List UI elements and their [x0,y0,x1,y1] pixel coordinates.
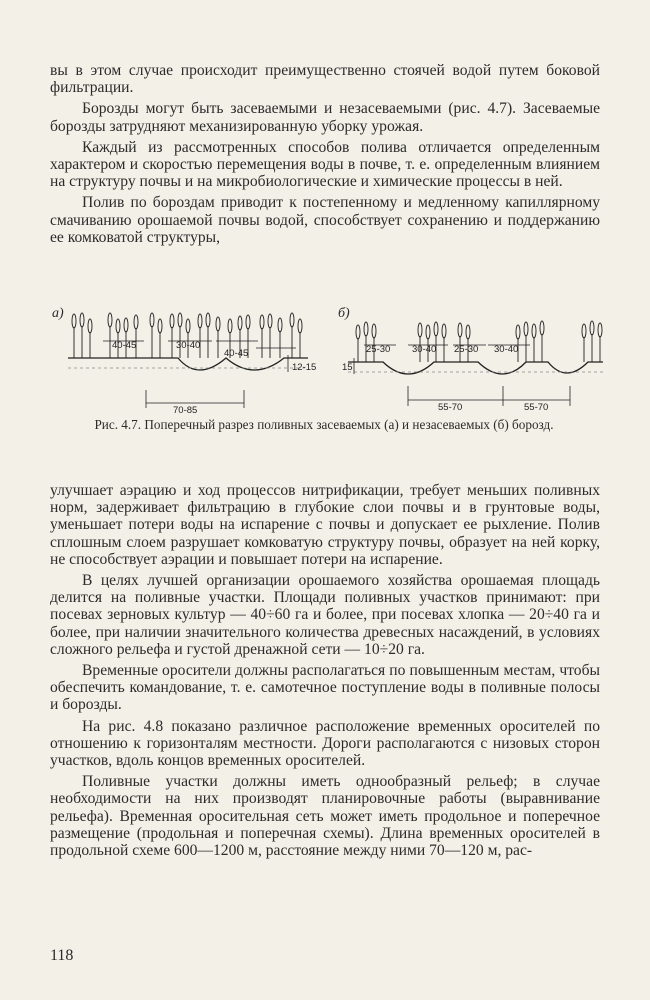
dim-label: 40-45 [112,340,137,351]
furrow-cross-section-drawing [48,300,604,415]
dim-label: 30-40 [412,344,437,355]
plant-ear [150,313,154,327]
plant-ear [582,324,586,338]
plant-ear [356,325,360,339]
plant-ear [170,314,174,328]
paragraph: Каждый из рассмотренных способов полива отличается определенным характером и скоростью перемещения воды в почве, т. е. определенным влиянием на структуру почвы и на микробиологические и химические процессы в ней. [50,138,600,191]
plant-ear [278,318,282,332]
plant-ear [598,323,602,337]
plant-ear [246,315,250,329]
figure-caption: Рис. 4.7. Поперечный разрез поливных засеваемых (а) и незасеваемых (б) борозд. [94,417,554,432]
plant-ear [590,321,594,335]
plant-ear [458,323,462,337]
dim-label: 30-40 [494,344,519,355]
plant-ear [260,315,264,329]
plant-ear [72,314,76,328]
dim-label: 55-70 [438,402,463,413]
plant-ear [88,319,92,333]
dim-label: 25-30 [454,344,479,355]
plant-ear [290,313,294,327]
paragraph: Полив по бороздам приводит к постепенному и медленному капиллярному смачиванию орошаемой почвы водой, способствует сохранению и поддержанию ее комковатой структуры, [50,194,600,246]
plant-ear [268,314,272,328]
plant-ear [426,325,430,339]
text-block-top [50,62,600,246]
plant-ear [442,324,446,338]
paragraph: Борозды могут быть засеваемыми и незасеваемыми (рис. 4.7). Засеваемые борозды затрудняют механизированную уборку урожая. [50,100,600,135]
plant-ear [298,319,302,333]
plant-ear [206,313,210,327]
plant-ear [434,322,438,336]
plant-ear [364,322,368,336]
paragraph: улучшает аэрацию и ход процессов нитрификации, требует меньших поливных норм, задерживает фильтрацию в глубокие слои почвы и в грунтовые воды, уменьшает потери воды на испарение с почвы и допускает ее рыхление. Полив сплошным слоем разрушает комковатую структуру почвы, образует на ней корку, не способствует аэрации и повышает потери на испарение. [50,482,600,568]
plant-ear [80,313,84,327]
plant-ear [108,313,112,327]
plant-ear [524,322,528,336]
plant-ear [238,316,242,330]
paragraph: Поливные участки должны иметь однообразный рельеф; в случае необходимости на них производят планировочные работы (выравнивание рельефа). Временная оросительная сеть может иметь продольное и поперечное размещение (продольная и поперечная схемы). Длина временных оросителей в продольной схеме 600—1200 м, расстояние между ними 70—120 м, рас- [50,773,600,860]
plant-ear [532,324,536,338]
plant-ear [198,314,202,328]
plant-ear [372,324,376,338]
dim-label: 15 [342,362,353,373]
page-number: 118 [50,947,74,964]
dim-label: 55-70 [524,402,549,413]
plant-ear [516,325,520,339]
plant-ear [124,318,128,332]
text-block-bottom [50,482,600,859]
plant-ear [540,321,544,335]
dim-label: 30-40 [176,340,201,351]
plant-ear [116,319,120,333]
paragraph: В целях лучшей организации орошаемого хозяйства орошаемая площадь делится на поливные участки. Площади поливных участков принимают: при посевах зерновых культур — 40÷60 га и более, при посевах хлопка — 20÷40 га и более, при наличии значительного количества древесных насаждений, в условиях сложного рельефа и густой дренажной сети — 10÷20 га. [50,572,600,658]
plant-ear [186,319,190,333]
figure-label-b: б) [338,306,350,321]
plant-ear [134,315,138,329]
plant-ear [228,319,232,333]
plant-ear [178,313,182,327]
plant-ear [466,325,470,339]
plant-ear [418,323,422,337]
dim-label: 12-15 [292,362,317,373]
dim-label: 70-85 [173,405,198,415]
figure-label-a: а) [52,306,64,321]
dim-label: 25-30 [366,344,391,355]
paragraph: вы в этом случае происходит преимущественно стоячей водой путем боковой фильтрации. [50,62,600,97]
plant-ear [158,319,162,333]
figure-4-7 [48,300,604,460]
plant-ear [216,317,220,331]
dim-label: 40-45 [224,348,249,359]
paragraph: Временные оросители должны располагаться по повышенным местам, чтобы обеспечить командование, т. е. самотечное поступление воды в поливные полосы и борозды. [50,662,600,714]
paragraph: На рис. 4.8 показано различное расположение временных оросителей по отношению к горизонталям местности. Дороги располагаются с низовых сторон участков, вдоль концов временных оросителей. [50,717,600,770]
